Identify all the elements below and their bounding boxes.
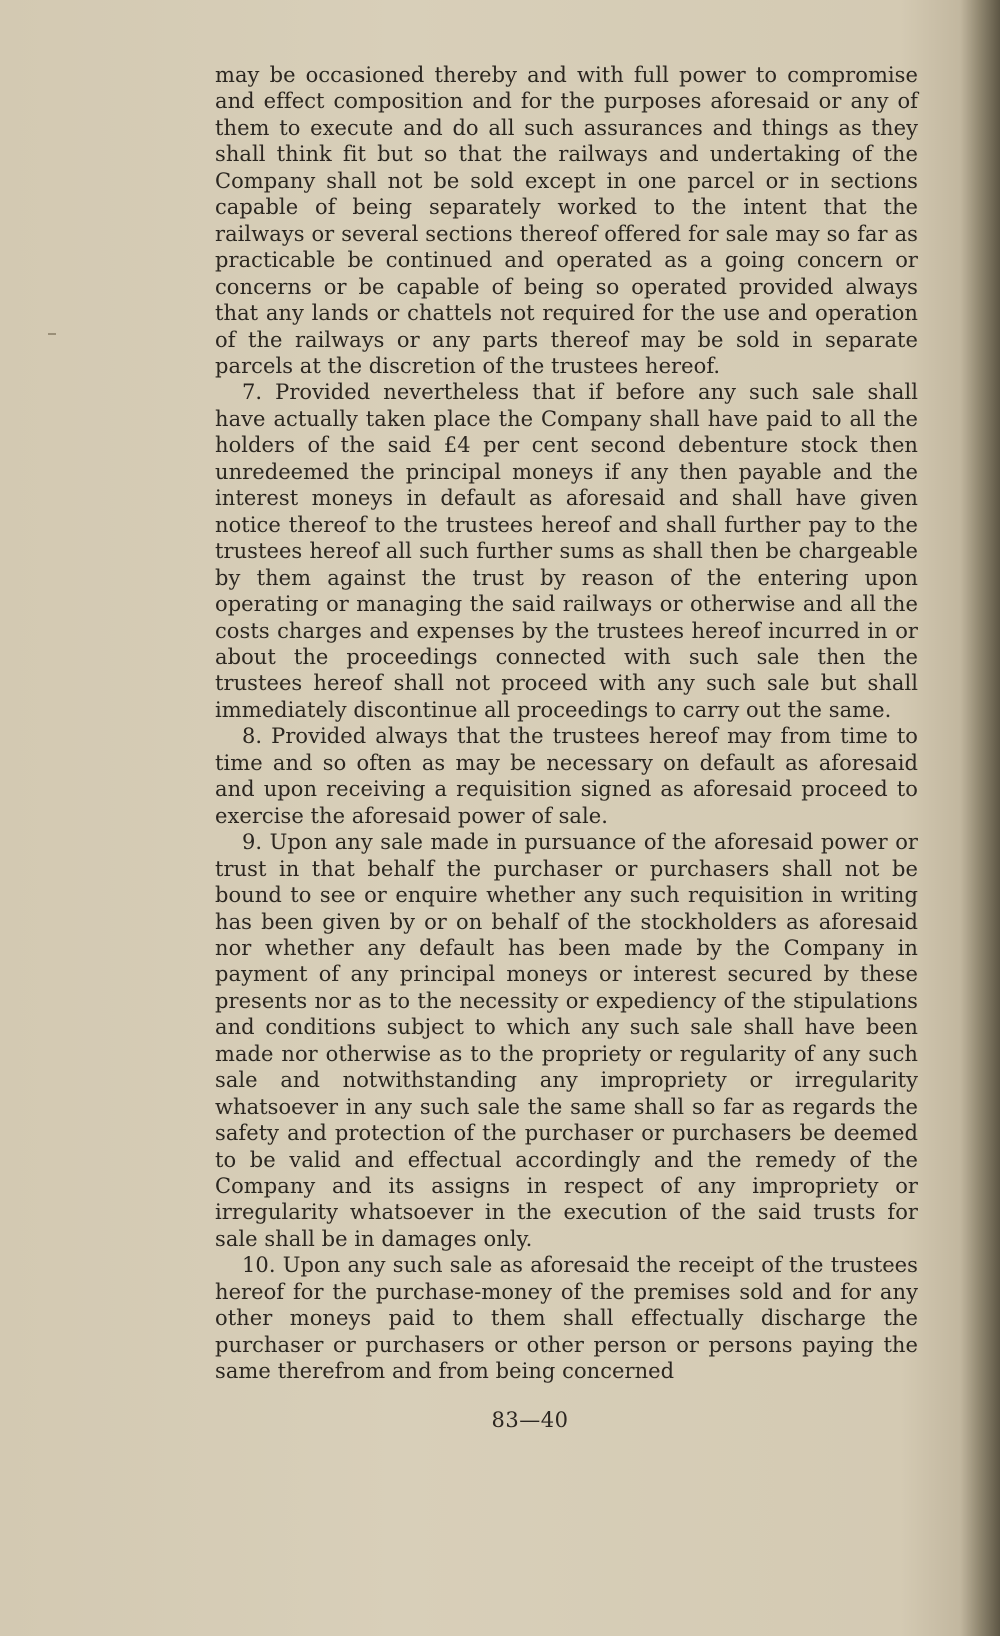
folio-number: 83—40 [491, 1408, 569, 1432]
body-text [215, 62, 918, 1385]
paragraph-10: 10. Upon any such sale as aforesaid the receipt of the trustees hereof for the purchase-money of the premises sold and for any other moneys paid to them shall effectually discharge the purchaser or purchasers or other person or persons paying the same therefrom and from being concerned [215, 1253, 918, 1384]
paragraph-9: 9. Upon any sale made in pursuance of the aforesaid power or trust in that behalf the purchaser or purchasers shall not be bound to see or enquire whether any such requisition in writing has been given by or on behalf of the stockholders as aforesaid nor whether any default has been made by the Company in payment of any principal moneys or interest secured by these presents nor as to the necessity or expediency of the stipulations and conditions subject to which any such sale shall have been made nor otherwise as to the propriety or regularity of any such sale and notwithstanding any impropriety or irregularity whatsoever in any such sale the same shall so far as regards the safety and protection of the purchaser or purchasers be deemed to be valid and effectual accordingly and the remedy of the Company and its assigns in respect of any impropriety or irregularity whatsoever in the execution of the said trusts for sale shall be in damages only. [215, 830, 918, 1251]
margin-mark [48, 333, 56, 335]
paragraph-7: 7. Provided nevertheless that if before any such sale shall have actually taken place the Company shall have paid to all the holders of the said £4 per cent second debenture stock then unredeemed the principal moneys if any then payable and the interest moneys in default as aforesaid and shall have given notice thereof to the trustees hereof and shall further pay to the trustees hereof all such further sums as shall then be chargeable by them against the trust by reason of the entering upon operating or managing the said railways or otherwise and all the costs charges and expenses by the trustees hereof incurred in or about the proceedings connected with such sale then the trustees hereof shall not proceed with any such sale but shall immediately discontinue all proceedings to carry out the same. [215, 380, 918, 722]
paragraph-8: 8. Provided always that the trustees hereof may from time to time and so often as may be necessary on default as aforesaid and upon receiving a requisition signed as aforesaid proceed to exercise the aforesaid power of sale. [215, 724, 918, 828]
paragraph-continuation: may be occasioned thereby and with full power to compromise and effect composition and for the purposes aforesaid or any of them to execute and do all such assurances and things as they shall think fit but so that the railways and undertaking of the Company shall not be sold except in one parcel or in sections capable of being separately worked to the intent that the railways or several sections thereof offered for sale may so far as practicable be continued and operated as a going concern or concerns or be capable of being so operated provided always that any lands or chattels not required for the use and operation of the railways or any parts thereof may be sold in separate parcels at the discretion of the trustees hereof. [215, 63, 918, 378]
